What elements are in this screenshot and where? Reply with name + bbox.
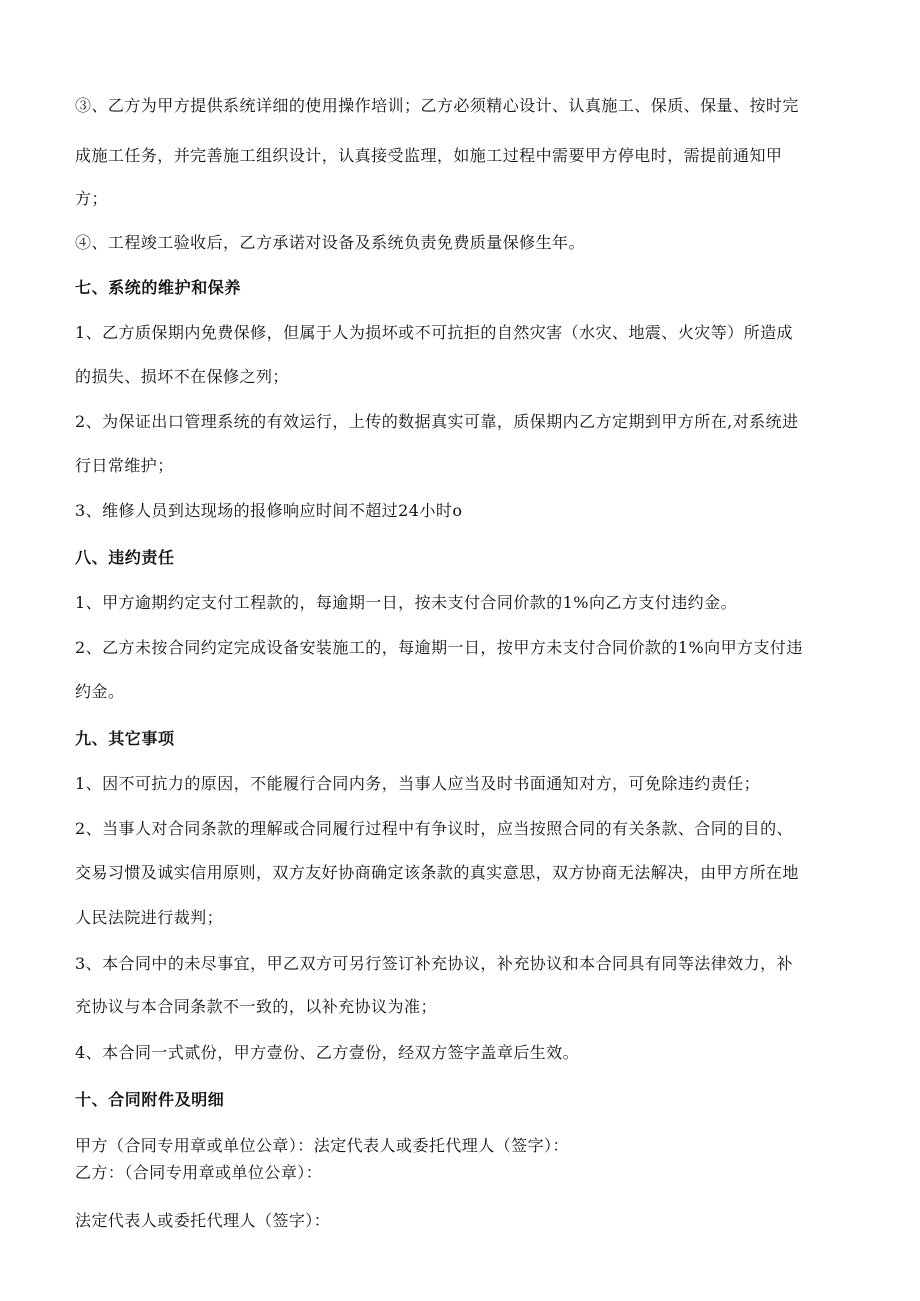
section7-item2-line1: 2、为保证出口管理系统的有效运行，上传的数据真实可靠，质保期内乙方定期到甲方所在,对系统进 xyxy=(75,412,799,431)
party-b-representative-line: 法定代表人或委托代理人（签字）： xyxy=(75,1211,331,1230)
section9-item4: 4、本合同一式贰份，甲方壹份、乙方壹份，经双方签字盖章后生效。 xyxy=(75,1043,580,1062)
section7-heading: 七、系统的维护和保养 xyxy=(75,278,242,297)
section9-item3-line2: 充协议与本合同条款不一致的，以补充协议为准； xyxy=(75,997,437,1016)
section9-item3-line1: 3、本合同中的未尽事宜，甲乙双方可另行签订补充协议，补充协议和本合同具有同等法律效力，补 xyxy=(75,954,793,973)
section8-item2-line1: 2、乙方未按合同约定完成设备安装施工的，每逾期一日，按甲方未支付合同价款的1%向甲方支付违 xyxy=(75,638,803,657)
section8-heading: 八、违约责任 xyxy=(75,548,175,567)
section7-item1-line1: 1、乙方质保期内免费保修，但属于人为损坏或不可抗拒的自然灾害（水灾、地震、火灾等）所造成 xyxy=(75,323,793,342)
party-b-signature-line: 乙方：（合同专用章或单位公章）： xyxy=(75,1163,323,1182)
section9-item2-line2: 交易习惯及诚实信用原则，双方友好协商确定该条款的真实意思，双方协商无法解决，由甲方所在地 xyxy=(75,863,799,882)
clause6-item3-line2: 成施工任务，并完善施工组织设计，认真接受监理，如施工过程中需要甲方停电时，需提前通知甲 xyxy=(75,146,783,165)
section9-item1: 1、因不可抗力的原因，不能履行合同内务，当事人应当及时书面通知对方，可免除违约责任； xyxy=(75,774,761,793)
party-a-signature-line: 甲方（合同专用章或单位公章）：法定代表人或委托代理人（签字）： xyxy=(75,1136,569,1155)
section10-heading: 十、合同附件及明细 xyxy=(75,1090,225,1109)
section7-item1-line2: 的损失、损坏不在保修之列； xyxy=(75,367,289,386)
section9-heading: 九、其它事项 xyxy=(75,729,175,748)
clause6-item3-line1: ③、乙方为甲方提供系统详细的使用操作培训；乙方必须精心设计、认真施工、保质、保量、按时完 xyxy=(75,96,799,115)
section8-item1: 1、甲方逾期约定支付工程款的，每逾期一日，按未支付合同价款的1%向乙方支付违约金。 xyxy=(75,593,738,612)
section8-item2-line2: 约金。 xyxy=(75,682,125,701)
section7-item2-line2: 行日常维护； xyxy=(75,456,174,475)
section9-item2-line3: 人民法院进行裁判； xyxy=(75,908,224,927)
section9-item2-line1: 2、当事人对合同条款的理解或合同履行过程中有争议时，应当按照合同的有关条款、合同的目的、 xyxy=(75,819,793,838)
section7-item3: 3、维修人员到达现场的报修响应时间不超过24小时o xyxy=(75,501,463,520)
clause6-item3-line3: 方； xyxy=(75,189,108,208)
clause6-item4: ④、工程竣工验收后，乙方承诺对设备及系统负责免费质量保修生年。 xyxy=(75,233,585,252)
